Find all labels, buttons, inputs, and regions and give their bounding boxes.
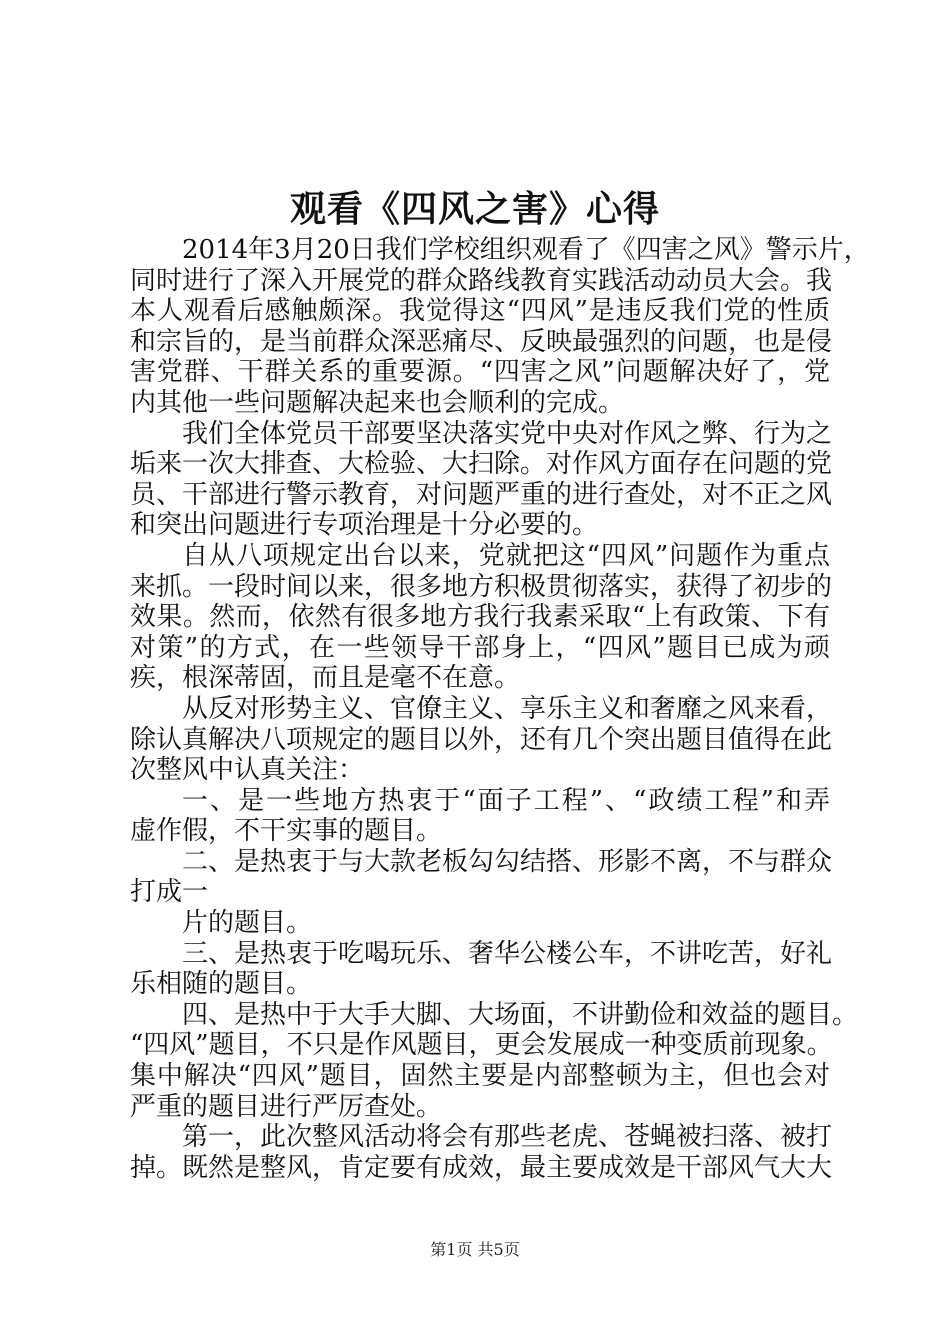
text-line: 从反对形势主义、官僚主义、享乐主义和奢靡之风来看， (182, 693, 833, 724)
text-line: 我们全体党员干部要坚决落实党中央对作风之弊、行为之 (182, 418, 833, 449)
document-body (130, 235, 870, 1183)
text-line: 员、干部进行警示教育，对问题严重的进行查处，对不正之风 (130, 479, 833, 510)
page-footer: 第1页 共5页 (430, 1240, 520, 1259)
text-line: 虚作假，不干实事的题目。 (130, 816, 443, 847)
text-line: 内其他一些问题解决起来也会顺利的完成。 (130, 387, 625, 418)
text-line: 自从八项规定出台以来，党就把这“四风”问题作为重点 (182, 540, 830, 571)
text-line: 来抓。一段时间以来，很多地方积极贯彻落实，获得了初步的 (130, 571, 833, 602)
text-line: 2014年3月20日我们学校组织观看了《四害之风》警示片， (182, 235, 870, 265)
text-line: 四、是热中于大手大脚、大场面，不讲勤俭和效益的题目。 (182, 999, 859, 1030)
text-line: 打成一 (130, 877, 209, 908)
document-title: 观看《四风之害》心得 (289, 188, 660, 230)
text-line: 一、是一些地方热衷于“面子工程”、“政绩工程”和弄 (182, 785, 830, 816)
text-line: 对策”的方式，在一些领导干部身上，“四风”题目已成为顽 (130, 632, 830, 663)
text-line: 掉。既然是整风，肯定要有成效，最主要成效是干部风气大大 (130, 1152, 833, 1183)
text-line: 集中解决“四风”题目，固然主要是内部整顿为主，但也会对 (130, 1061, 830, 1092)
text-line: 片的题目。 (182, 908, 313, 939)
text-line: 二、是热衷于与大款老板勾勾结搭、形影不离，不与群众 (182, 846, 833, 877)
text-line: 效果。然而，依然有很多地方我行我素采取“上有政策、下有 (130, 602, 830, 633)
text-line: 乐相随的题目。 (130, 969, 313, 1000)
text-line: 次整风中认真关注： (130, 755, 365, 786)
text-line: 严重的题目进行严厉查处。 (130, 1091, 443, 1122)
text-line: 和突出问题进行专项治理是十分必要的。 (130, 510, 599, 541)
text-line: 三、是热衷于吃喝玩乐、奢华公楼公车，不讲吃苦，好礼 (182, 938, 833, 969)
text-line: 疾，根深蒂固，而且是毫不在意。 (130, 663, 521, 694)
text-line: 同时进行了深入开展党的群众路线教育实践活动动员大会。我 (130, 265, 833, 296)
text-line: “四风”题目，不只是作风题目，更会发展成一种变质前现象。 (130, 1030, 833, 1061)
text-line: 垢来一次大排查、大检验、大扫除。对作风方面存在问题的党 (130, 449, 833, 480)
text-line: 第一，此次整风活动将会有那些老虎、苍蝇被扫落、被打 (182, 1122, 833, 1153)
text-line: 除认真解决八项规定的题目以外，还有几个突出题目值得在此 (130, 724, 833, 755)
text-line: 本人观看后感触颇深。我觉得这“四风”是违反我们党的性质 (130, 296, 830, 327)
text-line: 害党群、干群关系的重要源。“四害之风”问题解决好了，党 (130, 357, 830, 388)
text-line: 和宗旨的，是当前群众深恶痛尽、反映最强烈的问题，也是侵 (130, 326, 833, 357)
